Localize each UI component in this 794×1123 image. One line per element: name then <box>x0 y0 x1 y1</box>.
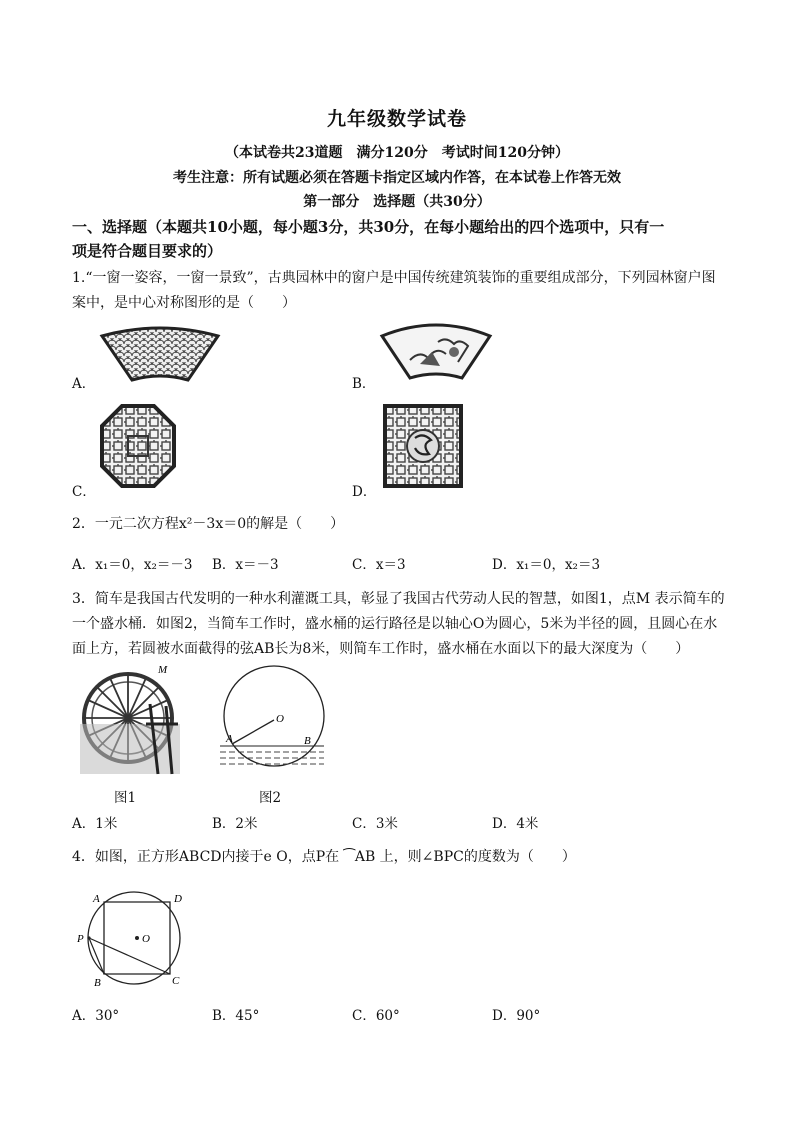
part-heading: 第一部分 选择题（共30分） <box>303 194 491 210</box>
q4-option-c[interactable]: C．60° <box>352 1008 400 1024</box>
q3-option-a[interactable]: A．1米 <box>72 816 118 832</box>
q4-stem: 4．如图，正方形ABCD内接于e O，点P在 ⁀AB 上，则∠BPC的度数为（ ） <box>72 849 576 865</box>
page-title: 九年级数学试卷 <box>326 108 467 130</box>
exam-info: （本试卷共23道题 满分120分 考试时间120分钟） <box>225 145 569 161</box>
q4-option-a[interactable]: A．30° <box>72 1008 120 1024</box>
q1-stem-line2: 案中，是中心对称图形的是（ ） <box>72 295 296 311</box>
section-heading-line1: 一、选择题（本题共10小题，每小题3分，共30分，在每小题给出的四个选项中，只有一 <box>72 218 665 236</box>
q1-option-d[interactable]: D． <box>352 484 377 500</box>
q3-stem-line2: 一个盛水桶．如图2，当简车工作时，盛水桶的运行路径是以轴心O为圆心，5米为半径的圆，且圆心在水 <box>72 616 718 632</box>
q4-label-b: B <box>94 977 101 989</box>
exam-notice: 考生注意：所有试题必须在答题卡指定区域内作答，在本试卷上作答无效 <box>173 170 621 186</box>
q1-option-b[interactable]: B． <box>352 376 376 392</box>
q2-option-b[interactable]: B．x＝－3 <box>212 557 279 573</box>
q3-stem-line1: 3．简车是我国古代发明的一种水利灌溉工具，彰显了我国古代劳动人民的智慧，如图1，点M 表示简车的 <box>72 591 725 607</box>
q3-circle-diagram <box>216 664 328 776</box>
q3-option-c[interactable]: C．3米 <box>352 816 398 832</box>
q4-label-a: A <box>93 893 100 905</box>
q1-fan-landscape-window <box>380 322 492 384</box>
q4-option-b[interactable]: B．45° <box>212 1008 260 1024</box>
q1-fan-scale-window <box>100 326 220 386</box>
q1-stem-line1: 1.“一窗一姿容，一窗一景致”，古典园林中的窗户是中国传统建筑装饰的重要组成部分，下列园林窗户图 <box>72 270 716 286</box>
q4-circle-square-diagram <box>76 888 188 992</box>
q1-option-c[interactable]: C． <box>72 484 96 500</box>
q4-label-p: P <box>77 933 84 945</box>
q1-option-a[interactable]: A． <box>72 376 96 392</box>
q3-label-a: A <box>226 733 233 745</box>
q4-label-d: D <box>174 893 182 905</box>
q3-option-b[interactable]: B．2米 <box>212 816 258 832</box>
q3-stem-line3: 面上方，若圆被水面截得的弦AB长为8米，则简车工作时，盛水桶在水面以下的最大深度为（ ） <box>72 641 690 657</box>
q4-label-c: C <box>172 975 180 987</box>
q4-label-o: O <box>142 933 150 945</box>
q3-label-b: B <box>304 735 311 747</box>
q3-label-m: M <box>158 664 168 676</box>
q3-water-wheel-photo <box>80 664 180 774</box>
q2-option-c[interactable]: C．x＝3 <box>352 557 406 573</box>
q4-option-d[interactable]: D．90° <box>492 1008 541 1024</box>
q2-stem: 2．一元二次方程x²－3x＝0的解是（ ） <box>72 516 345 532</box>
q1-square-lattice-window <box>383 404 463 488</box>
q2-option-a[interactable]: A．x₁＝0，x₂＝－3 <box>72 557 193 573</box>
section-heading-line2: 项是符合题目要求的） <box>72 242 223 260</box>
q3-fig2-caption: 图2 <box>259 790 282 806</box>
q2-option-d[interactable]: D．x₁＝0，x₂＝3 <box>492 557 601 573</box>
q3-option-d[interactable]: D．4米 <box>492 816 539 832</box>
q3-fig1-caption: 图1 <box>114 790 137 806</box>
q3-label-o: O <box>276 713 284 725</box>
q1-octagon-lattice-window <box>100 404 176 488</box>
